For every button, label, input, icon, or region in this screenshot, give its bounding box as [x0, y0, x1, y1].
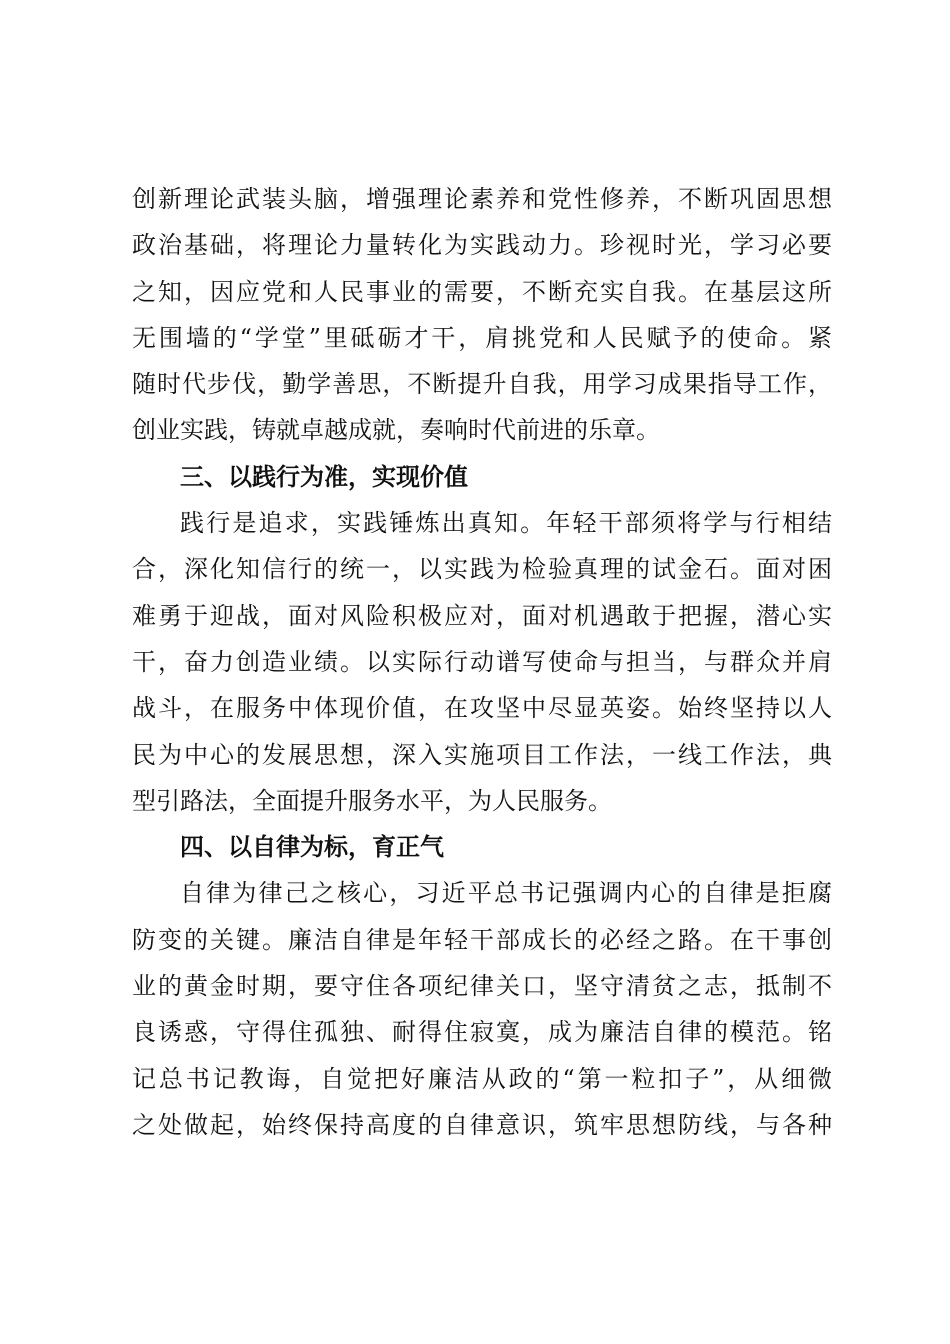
paragraph-line: 合，深化知信行的统一，以实践为检验真理的试金石。面对困 — [132, 555, 832, 584]
paragraph-line: 战斗，在服务中体现价值，在攻坚中尽显英姿。始终坚持以人 — [132, 694, 832, 723]
document-body — [132, 176, 832, 1148]
paragraph-line: 之处做起，始终保持高度的自律意识，筑牢思想防线，与各种 — [132, 1110, 832, 1139]
paragraph-line: 难勇于迎战，面对风险积极应对，面对机遇敢于把握，潜心实 — [132, 601, 832, 630]
paragraph-line: 之知，因应党和人民事业的需要，不断充实自我。在基层这所 — [132, 277, 832, 306]
section-heading: 四、以自律为标，育正气 — [180, 833, 444, 862]
section-heading: 三、以践行为准，实现价值 — [180, 462, 468, 491]
paragraph-line: 防变的关键。廉洁自律是年轻干部成长的必经之路。在干事创 — [132, 925, 832, 954]
paragraph-line: 无围墙的“学堂”里砥砺才干，肩挑党和人民赋予的使命。紧 — [132, 323, 832, 352]
paragraph-line: 干，奋力创造业绩。以实际行动谱写使命与担当，与群众并肩 — [132, 647, 832, 676]
paragraph-line: 创业实践，铸就卓越成就，奏响时代前进的乐章。 — [132, 416, 660, 445]
paragraph-line: 创新理论武装头脑，增强理论素养和党性修养，不断巩固思想 — [132, 185, 832, 213]
paragraph-line: 业的黄金时期，要守住各项纪律关口，坚守清贫之志，抵制不 — [132, 972, 832, 1001]
paragraph-line: 民为中心的发展思想，深入实施项目工作法，一线工作法，典 — [132, 740, 832, 769]
paragraph-line: 随时代步伐，勤学善思，不断提升自我，用学习成果指导工作， — [132, 370, 832, 399]
paragraph-line: 自律为律己之核心，习近平总书记强调内心的自律是拒腐 — [180, 879, 832, 908]
paragraph-line: 践行是追求，实践锤炼出真知。年轻干部须将学与行相结 — [180, 509, 832, 538]
paragraph-line: 记总书记教诲，自觉把好廉洁从政的“第一粒扣子”，从细微 — [132, 1064, 832, 1093]
paragraph-line: 良诱惑，守得住孤独、耐得住寂寞，成为廉洁自律的模范。铭 — [132, 1018, 832, 1047]
paragraph-line: 政治基础，将理论力量转化为实践动力。珍视时光，学习必要 — [132, 231, 832, 260]
paragraph-line: 型引路法，全面提升服务水平，为人民服务。 — [132, 786, 612, 815]
